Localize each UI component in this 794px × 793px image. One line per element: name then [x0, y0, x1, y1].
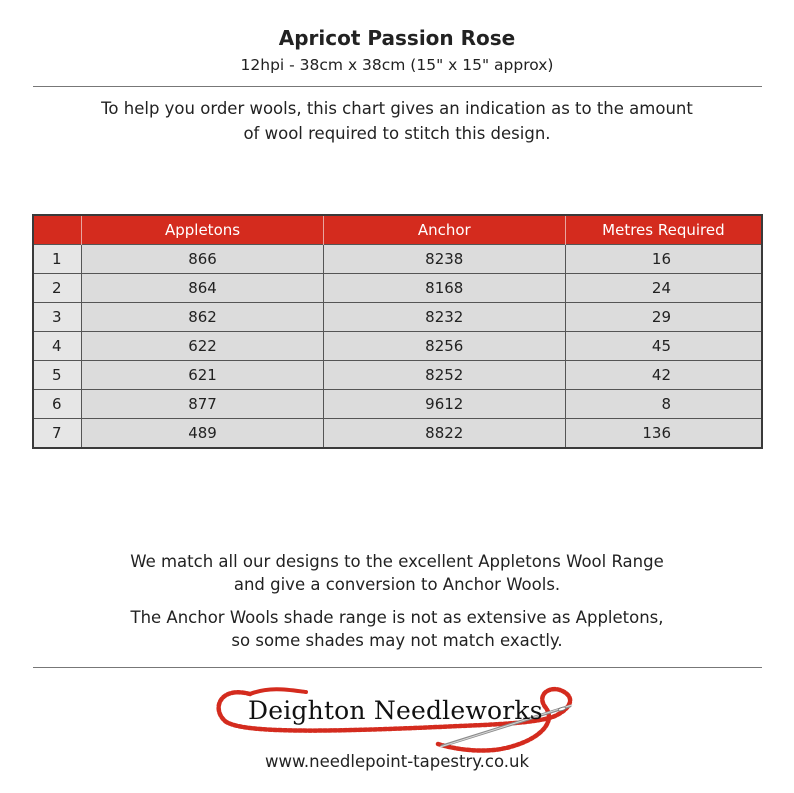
row-number: 5 — [33, 361, 82, 390]
anchor-shade: 8256 — [323, 332, 565, 361]
appletons-shade: 866 — [82, 245, 323, 274]
appletons-note — [60, 550, 734, 596]
appletons-shade: 862 — [82, 303, 323, 332]
metres-required: 42 — [565, 361, 762, 390]
metres-required: 8 — [565, 390, 762, 419]
appletons-shade: 622 — [82, 332, 323, 361]
table-row — [33, 419, 762, 449]
metres-required: 24 — [565, 274, 762, 303]
col-header-number — [33, 215, 82, 245]
table-row — [33, 245, 762, 274]
page-title: Apricot Passion Rose — [278, 26, 516, 50]
metres-required: 136 — [565, 419, 762, 449]
wool-chart-table — [32, 214, 763, 449]
anchor-shade: 8168 — [323, 274, 565, 303]
row-number: 7 — [33, 419, 82, 449]
table-row — [33, 332, 762, 361]
table-row — [33, 274, 762, 303]
anchor-shade: 8822 — [323, 419, 565, 449]
row-number: 4 — [33, 332, 82, 361]
metres-required: 45 — [565, 332, 762, 361]
table-row — [33, 303, 762, 332]
top-divider — [33, 86, 762, 87]
anchor-shade: 8252 — [323, 361, 565, 390]
bottom-divider — [33, 667, 762, 668]
appletons-note-line-2: and give a conversion to Anchor Wools. — [233, 575, 561, 594]
anchor-shade: 9612 — [323, 390, 565, 419]
anchor-shade: 8238 — [323, 245, 565, 274]
row-number: 2 — [33, 274, 82, 303]
anchor-note-line-2: so some shades may not match exactly. — [231, 631, 563, 650]
logo-wordmark: Deighton Needleworks — [248, 696, 543, 725]
intro-line-2: of wool required to stitch this design. — [243, 124, 551, 143]
metres-required: 29 — [565, 303, 762, 332]
appletons-shade: 621 — [82, 361, 323, 390]
anchor-note — [60, 606, 734, 652]
table-row — [33, 361, 762, 390]
intro-text — [60, 96, 734, 146]
row-number: 6 — [33, 390, 82, 419]
metres-required: 16 — [565, 245, 762, 274]
col-header-appletons: Appletons — [82, 215, 323, 245]
appletons-shade: 877 — [82, 390, 323, 419]
intro-line-1: To help you order wools, this chart gives an indication as to the amount — [101, 99, 693, 118]
row-number: 3 — [33, 303, 82, 332]
anchor-shade: 8232 — [323, 303, 565, 332]
appletons-shade: 864 — [82, 274, 323, 303]
page-subtitle: 12hpi - 38cm x 38cm (15" x 15" approx) — [240, 56, 554, 74]
col-header-anchor: Anchor — [323, 215, 565, 245]
table-row — [33, 390, 762, 419]
appletons-note-line-1: We match all our designs to the excellent Appletons Wool Range — [130, 552, 664, 571]
row-number: 1 — [33, 245, 82, 274]
col-header-metres: Metres Required — [565, 215, 762, 245]
website-url: www.needlepoint-tapestry.co.uk — [264, 752, 530, 771]
deighton-needleworks-logo — [210, 676, 590, 756]
anchor-note-line-1: The Anchor Wools shade range is not as extensive as Appletons, — [130, 608, 664, 627]
table-header-row — [33, 215, 762, 245]
appletons-shade: 489 — [82, 419, 323, 449]
